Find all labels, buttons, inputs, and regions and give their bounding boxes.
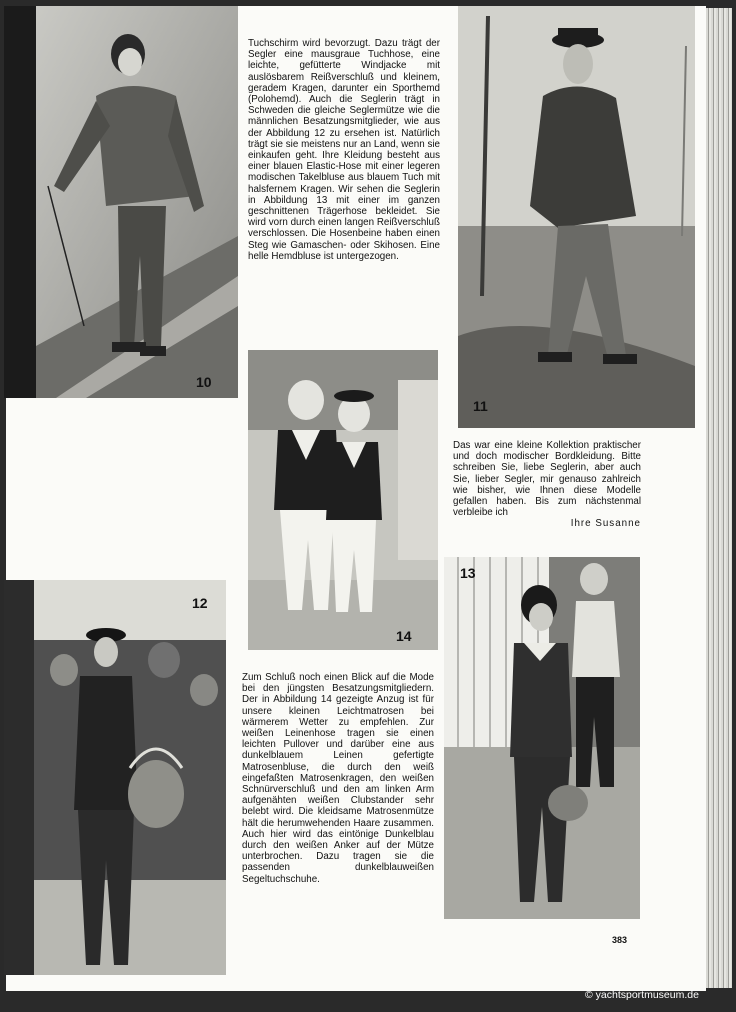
photo-13-woman-in-overalls: [444, 557, 640, 919]
column-1-text: Tuchschirm wird bevorzugt. Dazu trägt der Segler eine mausgraue Tuchhose, eine leichte, gefütterte Windjacke mit auslösbarem Reißverschluß und kleinem, geradem Kragen, darunter ein Sporthemd (Polohemd). Auch die Seglerin trägt in Schweden die gleiche Seglermütze wie die männlichen Besatzungsmitglieder, wie aus der Abbildung 12 zu ersehen ist. Natürlich trägt sie sie meistens nur an Land, wenn sie einkaufen geht. Ihre Kleidung besteht aus einer blauen Elastic-Hose mit einer legeren modischen Takelbluse aus blauem Tuch mit halsfernem Kragen. Wir sehen die Seglerin in Abbildung 13 mit einer im ganzen geschnittenen Trägerhose bekleidet. Sie wird vorn durch einen langen Reißverschluß verschlossen. Die Hosenbeine haben einen Steg wie Gamaschen- oder Skihosen. Eine helle Hemdbluse ist untergezogen.: [248, 38, 440, 262]
left-page-strip: [4, 6, 36, 398]
watermark-text: © yachtsportmuseum.de: [585, 989, 699, 1001]
book-page-edge: [706, 8, 732, 988]
photo-12-sailor-woman-with-basket: [34, 580, 226, 975]
page-number: 383: [612, 935, 628, 945]
column-2-text: Zum Schluß noch einen Blick auf die Mode bei den jüngsten Besatzungsmitgliedern. Der in Abbildung 14 gezeigte Anzug ist für unsere kleinen Leichtmatrosen bei wärmerem Wetter zu empfehlen. Zur weißen Leinenhose tragen sie einen leichten Pullover und darüber eine aus dunkelblauem Leinen gefertigte Matrosenbluse, die durch den weiß eingefaßten Matrosenkragen, den weißen Schnürverschluß und den am linken Arm aufgenähten weißen Clubstander sehr belebt wird. Die kleidsame Matrosenmütze hält die herumwehenden Haare zusammen. Auch hier wird das eintönige Dunkelblau durch den weißen Anker auf der Mütze unterbrochen. Dazu tragen sie die passenden dunkelblauweißen Segeltuchschuhe.: [242, 672, 434, 885]
article-column-2: [242, 672, 434, 885]
photo-11-sailor-walking: [458, 6, 695, 428]
article-column-1: [248, 38, 440, 262]
figure-number-13: 13: [460, 565, 476, 581]
article-column-3: [453, 440, 641, 530]
figure-number-14: 14: [396, 628, 412, 644]
figure-number-11: 11: [473, 398, 488, 414]
photo-10-sailor-on-dock: [36, 6, 238, 398]
column-3-text: Das war eine kleine Kollektion praktischer und doch modischer Bordkleidung. Bitte schreiben Sie, liebe Seglerin, aber auch Sie, lieber Segler, mir genauso zahlreich wie bisher, wie Ihnen diese Modelle gefallen haben. Bis zum nächstenmal verbleibe ich: [453, 440, 641, 519]
figure-number-12: 12: [192, 595, 208, 611]
photo-14-children-sailor-suits: [248, 350, 438, 650]
signature-text: Ihre Susanne: [570, 518, 641, 530]
figure-number-10: 10: [196, 374, 212, 390]
left-page-strip-lower: [4, 580, 34, 975]
